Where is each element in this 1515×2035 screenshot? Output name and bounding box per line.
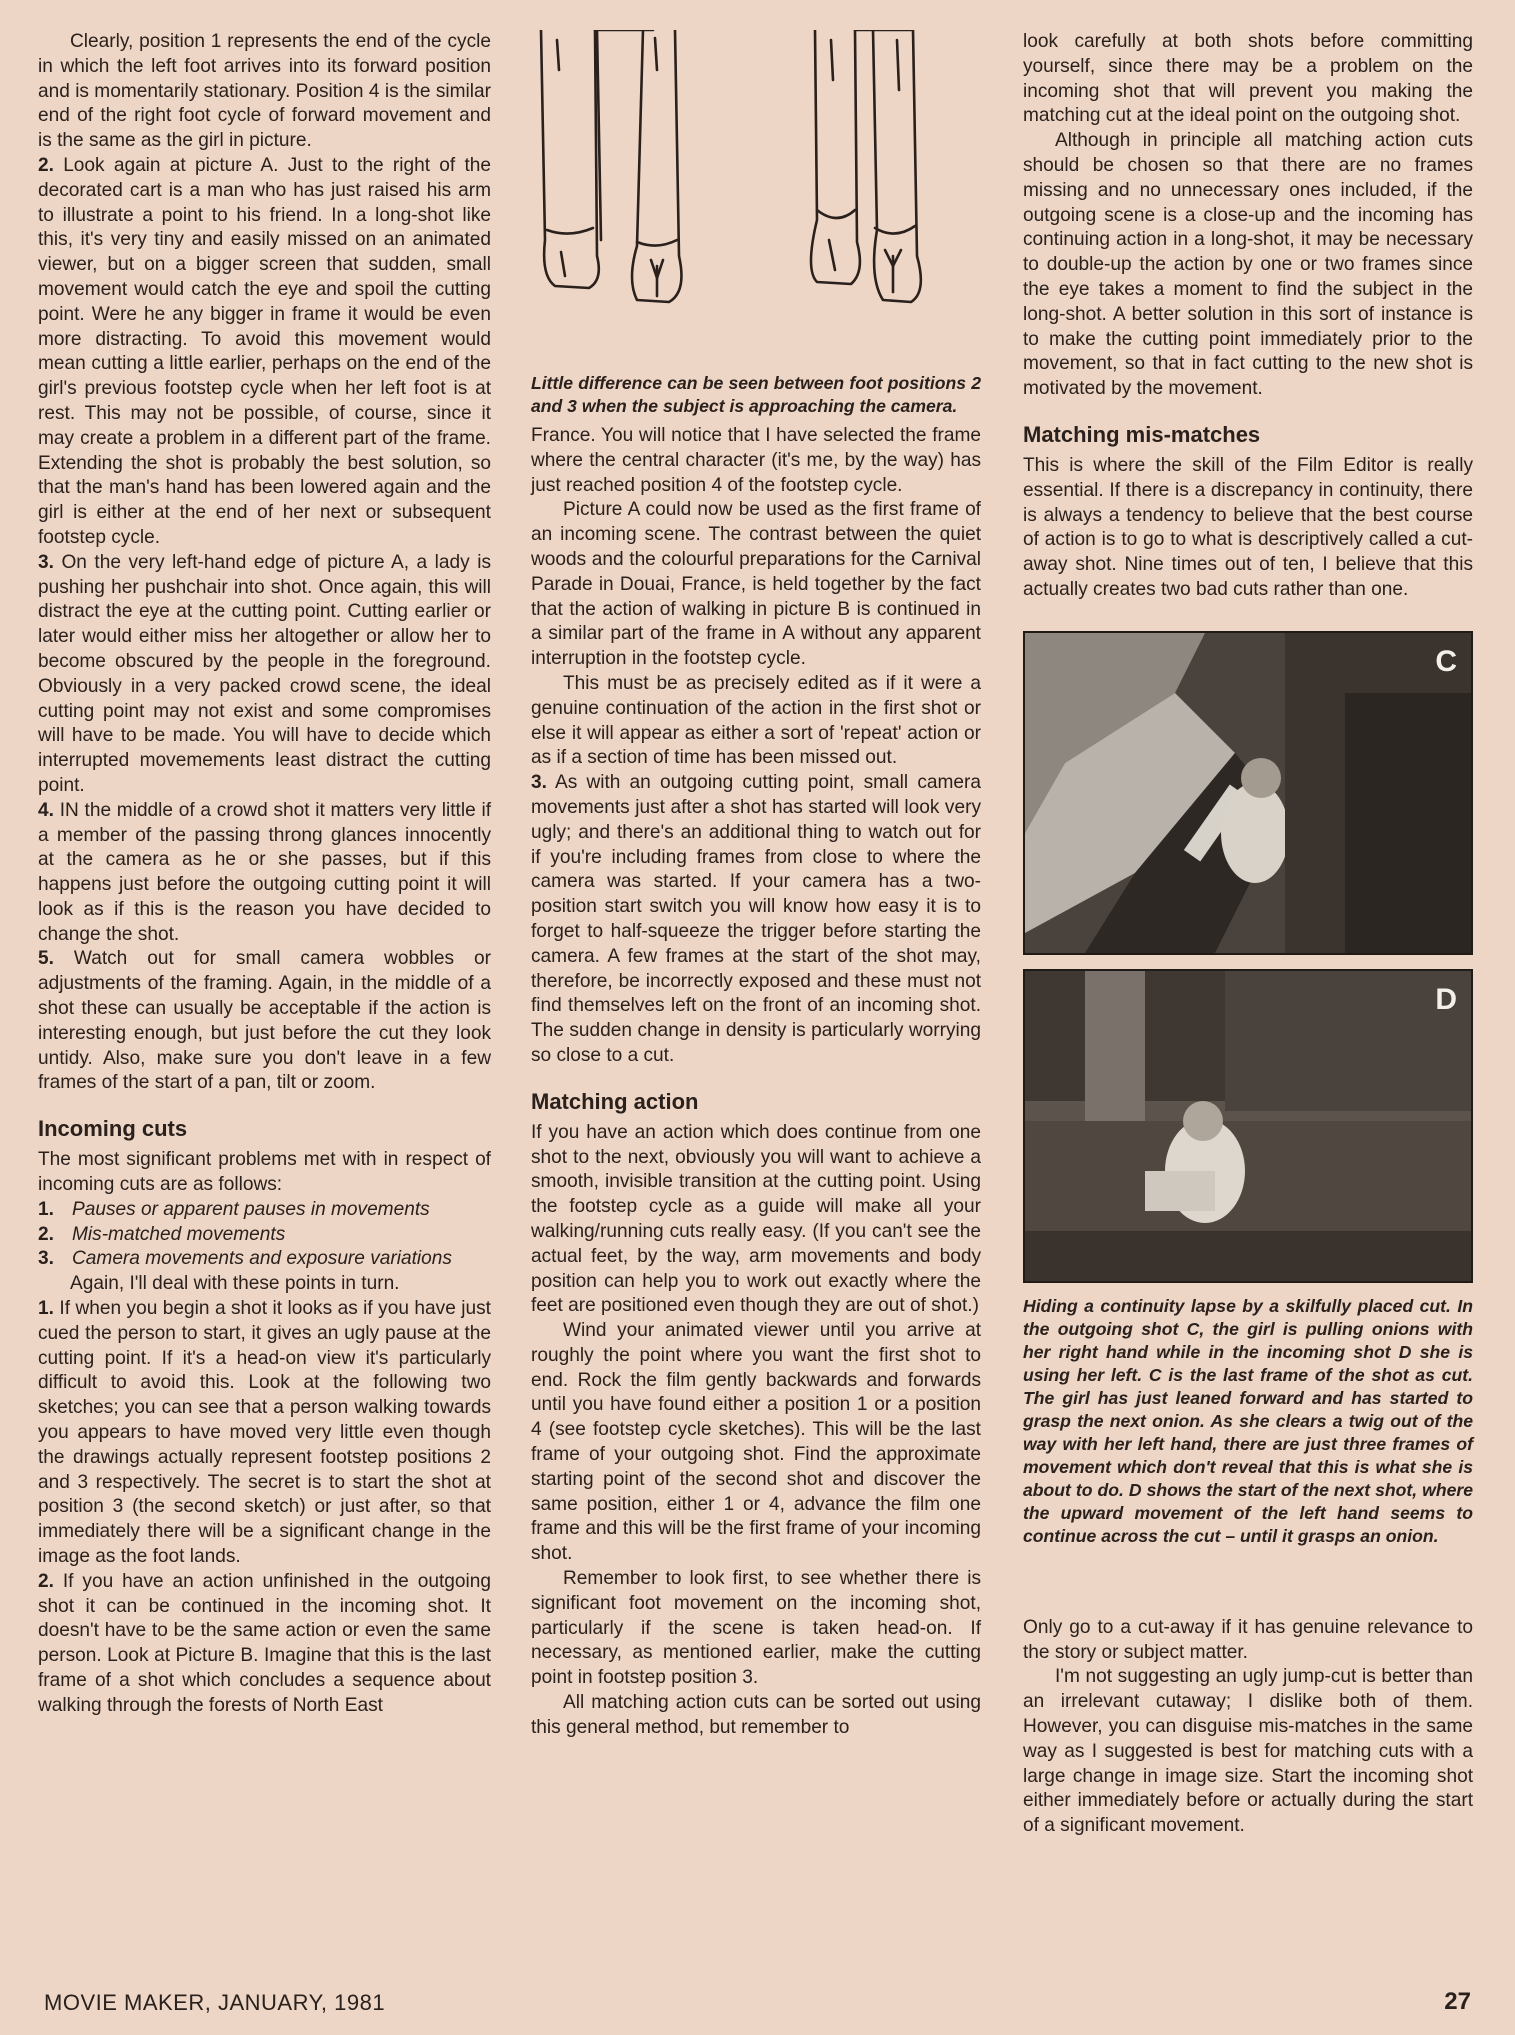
photo-label-c: C xyxy=(1435,644,1457,678)
list-item: 1. Pauses or apparent pauses in movements xyxy=(38,1198,430,1220)
photo-c xyxy=(1023,631,1473,955)
paragraph: The most significant problems met with in respect of incoming cuts are as follows: xyxy=(38,1149,491,1196)
paragraph: Although in principle all matching action cuts should be chosen so that there are no frames missing and no unnecessary ones included, if the outgoing scene is a close-up and the incoming has continuing action in a long-shot, it may be necessary to double-up the action by one or two frames since the eye takes a moment to find the subject in the long-shot. A better solution in this sort of instance is to make the cutting point immediately prior to the movement, so that in fact cutting to the new shot is motivated by the movement. xyxy=(1023,130,1473,400)
numbered-item-4: 4. IN the middle of a crowd shot it matters very little if a member of the passing throng glances innocently at the camera as he or she passes, but if this happens just before the outgoing cutting point it will look as if this is the reason you have decided to change the shot. xyxy=(38,799,491,945)
section-heading-matching-mis-matches: Matching mis-matches xyxy=(1023,421,1261,447)
column-3 xyxy=(1023,30,1473,1839)
magazine-footer: MOVIE MAKER, JANUARY, 1981 xyxy=(44,1990,386,2015)
paragraph: All matching action cuts can be sorted out using this general method, but remember to xyxy=(531,1692,981,1738)
section-heading-matching-action: Matching action xyxy=(531,1088,699,1114)
paragraph: If you have an action which does continue from one shot to the next, obviously you will want to achieve a smooth, invisible transition at the cutting point. Using the footstep cycle as a guide will make all your walking/running cuts really easy. (If you can't see the actual feet, by the way, arm movements and body position can help you to work out exactly where the feet are positioned even though they are out of shot.) xyxy=(531,1121,981,1317)
paragraph: Picture A could now be used as the first frame of an incoming scene. The contrast between the quiet woods and the colourful preparations for the Carnival Parade in Douai, France, is held together by the fact that the action of walking in picture B is continued in a similar part of the frame in A without any apparent interruption in the footstep cycle. xyxy=(531,499,981,670)
column-2 xyxy=(531,30,981,1741)
paragraph: Again, I'll deal with these points in turn. xyxy=(70,1273,400,1295)
paragraph: Only go to a cut-away if it has genuine relevance to the story or subject matter. xyxy=(1023,1616,1473,1663)
column-1 xyxy=(38,30,491,1719)
list-item: 3. Camera movements and exposure variations xyxy=(38,1248,452,1270)
sketch-caption: Little difference can be seen between foot positions 2 and 3 when the subject is approaching the camera. xyxy=(531,373,981,416)
page-number: 27 xyxy=(1444,1988,1471,2015)
paragraph: This is where the skill of the Film Editor is really essential. If there is a discrepancy in continuity, there is always a tendency to believe that the best course of action is to go to what is descriptively called a cut-away shot. Nine times out of ten, I believe that this actually creates two bad cuts rather than one. xyxy=(1023,454,1473,600)
paragraph: Clearly, position 1 represents the end of the cycle in which the left foot arrives into its forward position and is momentarily stationary. Position 4 is the similar end of the right foot cycle of forward movement and is the same as the girl in picture. xyxy=(38,31,491,152)
paragraph: I'm not suggesting an ugly jump-cut is better than an irrelevant cutaway; I dislike both of them. However, you can disguise mis-matches in the same way as I suggested is best for matching cuts with a large change in image size. Start the incoming shot either immediately before or actually during the start of a significant movement. xyxy=(1023,1666,1473,1837)
numbered-item-3: 3. On the very left-hand edge of picture A, a lady is pushing her pushchair into shot. Once again, this will distract the eye at the cutting point. Cutting earlier or later would either miss her altogether or allow her to become obscured by the people in the foreground. Obviously in a very packed crowd scene, the ideal cutting point may not exist and some compromises will have to be made. You will have to decide which interrupted movemements least distract the cutting point. xyxy=(38,551,491,796)
numbered-item-2: 2. Look again at picture A. Just to the right of the decorated cart is a man who has just raised his arm to illustrate a point to his friend. In a long-shot like this, it's very tiny and easily missed on an animated viewer, but on a bigger screen that sudden, small movement would catch the eye and spoil the cutting point. Were he any bigger in frame it would be even more distracting. To avoid this movement would mean cutting a little earlier, perhaps on the end of the girl's previous footstep cycle when her left foot is at rest. This may not be possible, of course, since it may create a problem in a different part of the frame. Extending the shot is probably the best solution, so that the man's hand has been lowered again and the girl is either at the end of her next or subsequent footstep cycle. xyxy=(38,154,491,548)
list-item: 2. Mis-matched movements xyxy=(38,1223,286,1245)
numbered-item-2b: 2. If you have an action unfinished in the outgoing shot it can be continued in the incoming shot. It doesn't have to be the same action or even the same person. Look at Picture B. Imagine that this is the last frame of a shot which concludes a sequence about walking through the forests of North East xyxy=(38,1570,491,1716)
paragraph: Remember to look first, to see whether there is significant foot movement on the incoming shot, particularly if the scene is taken head-on. If necessary, as mentioned earlier, make the cutting point in footstep position 3. xyxy=(531,1568,981,1689)
paragraph: France. You will notice that I have selected the frame where the central character (it's me, by the way) has just reached position 4 of the footstep cycle. xyxy=(531,425,981,496)
paragraph: look carefully at both shots before committing yourself, since there may be a problem on the incoming shot that will prevent you making the matching cut at the ideal point on the outgoing shot. xyxy=(1023,31,1473,127)
photo-d xyxy=(1023,969,1473,1283)
problem-list xyxy=(38,1198,491,1272)
numbered-item-1: 1. If when you begin a shot it looks as if you have just cued the person to start, it gives an ugly pause at the cutting point. If it's a head-on view it's particularly difficult to avoid this. Look at the following two sketches; you can see that a person walking towards you appears to have moved very little even though the drawings actually represent footstep positions 2 and 3 respectively. The secret is to start the shot at position 3 (the second sketch) or just after, so that immediately there will be a significant change in the image as the foot lands. xyxy=(38,1298,491,1568)
paragraph: Wind your animated viewer until you arrive at roughly the point where you want the first shot to end. Rock the film gently backwards and forwards until you have found either a position 1 or a position 4 (see footstep cycle sketches). This will be the last frame of your outgoing shot. Find the approximate starting point of the second shot and discover the same position, either 1 or 4, advance the film one frame and this will be the first frame of your incoming shot. xyxy=(531,1320,981,1565)
footstep-sketch-illustration xyxy=(531,30,981,352)
photo-caption: Hiding a continuity lapse by a skilfully placed cut. In the outgoing shot C, the girl is pulling onions with her right hand while in the incoming shot D she is using her left. C is the last frame of the shot as cut. The girl has just leaned forward and has started to grasp the next onion. As she clears a twig out of the way with her left hand, there are just three frames of movement which don't reveal that this is what she is about to do. D shows the start of the next shot, where the upward movement of the left hand seems to continue across the cut – until it grasps an onion. xyxy=(1023,1295,1473,1546)
numbered-item-5: 5. Watch out for small camera wobbles or adjustments of the framing. Again, in the middle of a shot these can usually be acceptable if the action is interesting enough, but just before the cut they look untidy. Also, make sure you don't leave in a few frames of the start of a pan, tilt or zoom. xyxy=(38,948,492,1094)
paragraph: This must be as precisely edited as if it were a genuine continuation of the action in the first shot or else it will appear as either a sort of 'repeat' action or as if a section of time has been missed out. xyxy=(531,672,981,769)
section-heading-incoming-cuts: Incoming cuts xyxy=(38,1116,188,1142)
photo-label-d: D xyxy=(1435,982,1457,1016)
numbered-item-3: 3. As with an outgoing cutting point, small camera movements just after a shot has started will look very ugly; and there's an additional thing to watch out for if you're including frames from close to where the camera was started. If your camera has a two-position start switch you will know how easy it is to forget to half-squeeze the trigger before starting the camera. A few frames at the start of the shot may, therefore, be incorrectly exposed and these must not find themselves left on the front of an incoming shot. The sudden change in density is particularly worrying so close to a cut. xyxy=(531,772,981,1066)
